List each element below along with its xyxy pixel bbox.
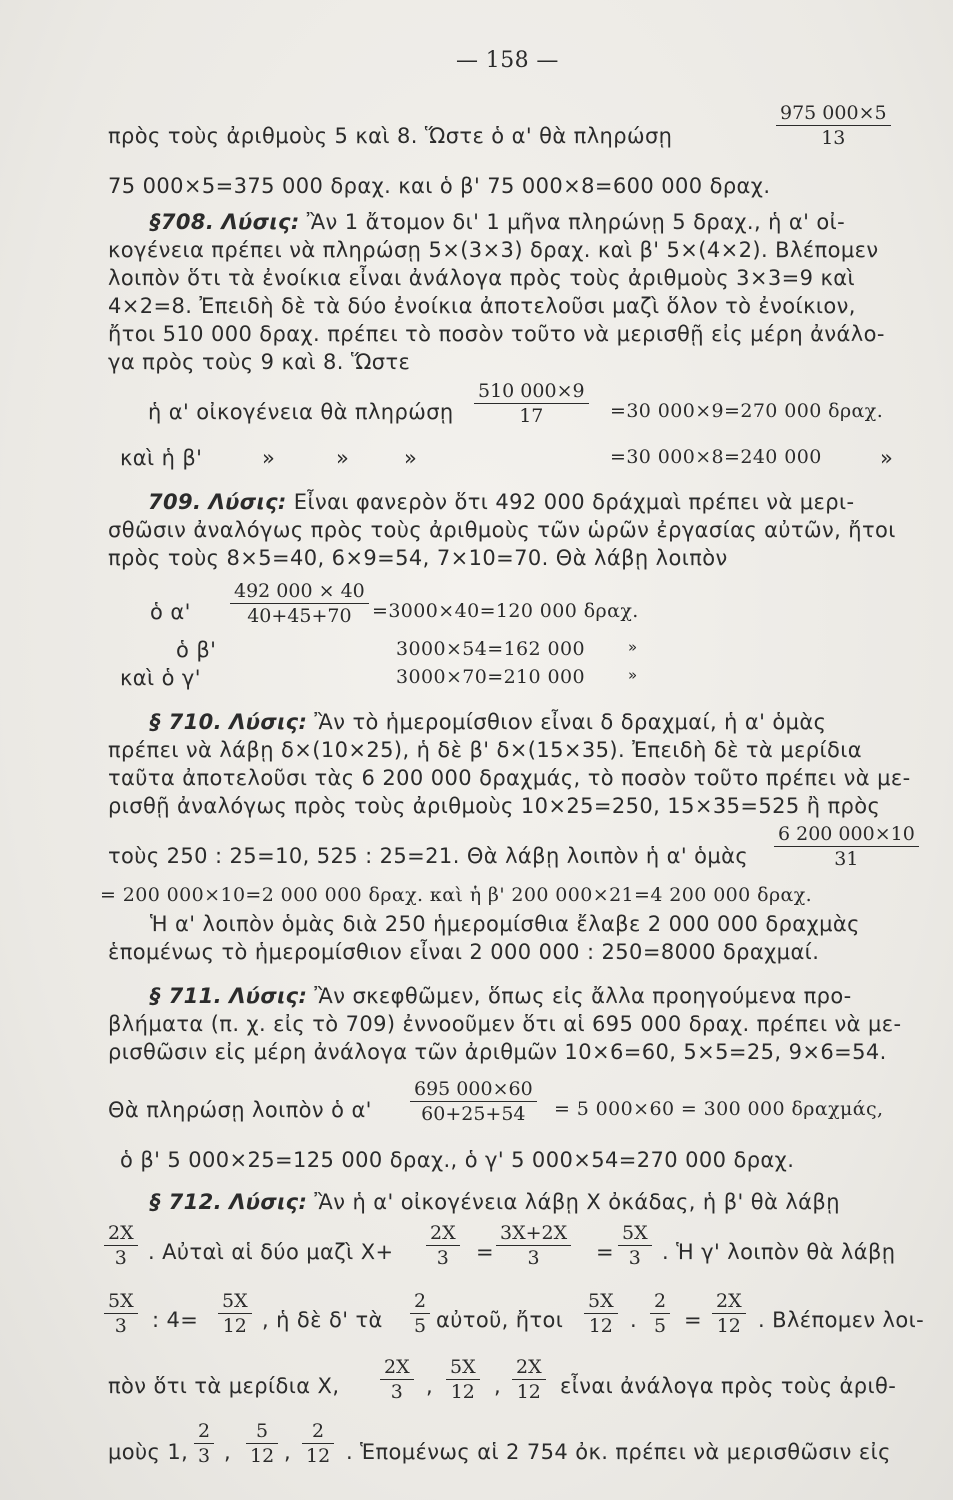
paragraph-text: Ἂν σκεφθῶμεν, ὅπως εἰς ἄλλα προηγούμενα προ- (314, 984, 852, 1008)
p711-a-fraction (410, 1078, 537, 1125)
fraction-denominator: 12 (306, 1445, 331, 1467)
p712-r2-fraction-5 (650, 1290, 670, 1337)
fraction-numerator: 2Χ (384, 1356, 410, 1378)
fraction-denominator: 12 (250, 1445, 275, 1467)
p712-r2-fraction-1 (104, 1290, 138, 1337)
section-number: § 712. (150, 1190, 223, 1214)
p712-r1-text-2: . Ἡ γ' λοιπὸν θὰ λάβῃ (662, 1240, 896, 1264)
p708-line-5: ἤτοι 510 000 δραχ. πρέπει τὸ ποσὸν τοῦτο νὰ μερισθῇ εἰς μέρη ἀνάλο- (108, 322, 885, 346)
p712-r2-text-4: . (630, 1308, 638, 1332)
p710-line-1 (150, 710, 826, 734)
fraction-denominator: 12 (222, 1315, 247, 1337)
comma: , (224, 1440, 232, 1464)
comma: , (494, 1374, 502, 1398)
comma: , (284, 1440, 292, 1464)
p712-r4-text-2: . Ἑπομένως αἱ 2 754 ὀκ. πρέπει νὰ μερισθῶσιν εἰς (346, 1440, 891, 1464)
p712-r4-fraction-1 (194, 1420, 214, 1467)
fraction-numerator: 6 200 000×10 (778, 823, 915, 845)
p710-line-4: ρισθῇ ἀναλόγως πρὸς τοὺς ἀριθμοὺς 10×25=250, 15×35=525 ἢ πρὸς (108, 794, 881, 818)
fraction-numerator: 5 (256, 1420, 269, 1442)
ditto-mark: » (336, 446, 350, 470)
section-number: 709. (148, 490, 202, 514)
p709-a-fraction (230, 580, 369, 627)
p708-a-result: =30 000×9=270 000 δραχ. (610, 400, 884, 422)
p710-line-2: πρέπει νὰ λάβῃ δ×(10×25), ἡ δὲ β' δ×(15×35). Ἐπειδὴ δὲ τὰ μερίδια (108, 738, 862, 762)
p708-line-1 (150, 210, 845, 234)
p709-a-label: ὁ α' (150, 600, 191, 624)
fraction-denominator: 12 (516, 1381, 541, 1403)
p708-a-fraction (474, 380, 589, 427)
p712-r2-text-3: αὐτοῦ, ἤτοι (436, 1308, 564, 1332)
p711-a-result: = 5 000×60 = 300 000 δραχμάς, (554, 1098, 884, 1120)
paragraph-text: Ἂν 1 ἄτομον δι' 1 μῆνα πληρώνῃ 5 δραχ., ἡ α' οἰ- (306, 210, 846, 234)
p712-r3-fraction-1 (380, 1356, 414, 1403)
fraction-numerator: 2Χ (430, 1222, 456, 1244)
p712-r2-text-2: , ἡ δὲ δ' τὰ (262, 1308, 383, 1332)
p710-line-5: τοὺς 250 : 25=10, 525 : 25=21. Θὰ λάβῃ λοιπὸν ἡ α' ὁμὰς (108, 844, 749, 868)
p711-line-1 (150, 984, 852, 1008)
fraction-denominator: 3 (198, 1445, 211, 1467)
paragraph-text: Ἂν τὸ ἡμερομίσθιον εἶναι δ δραχμαί, ἡ α' ὁμὰς (314, 710, 827, 734)
fraction-denominator: 5 (654, 1315, 667, 1337)
solution-heading: Λύσις: (229, 710, 308, 734)
fraction-numerator: 5Χ (622, 1222, 648, 1244)
fraction-numerator: 510 000×9 (478, 380, 585, 402)
p712-r1-fraction-4 (618, 1222, 652, 1269)
p709-b-label: ὁ β' (176, 638, 217, 662)
p712-r3-fraction-2 (446, 1356, 480, 1403)
p709-line-2: σθῶσιν ἀναλόγως πρὸς τοὺς ἀριθμοὺς τῶν ὡρῶν ἐργασίας αὐτῶν, ἤτοι (108, 518, 896, 542)
fraction-denominator: 40+45+70 (247, 605, 352, 627)
fraction-denominator: 12 (588, 1315, 613, 1337)
p712-r2-fraction-4 (584, 1290, 618, 1337)
fraction-denominator: 12 (716, 1315, 741, 1337)
section-number: § 710. (150, 710, 223, 734)
p709-line-3: πρὸς τοὺς 8×5=40, 6×9=54, 7×10=70. Θὰ λάβῃ λοιπὸν (108, 546, 728, 570)
p712-r1-fraction-2 (426, 1222, 460, 1269)
paragraph-text: Εἶναι φανερὸν ὅτι 492 000 δράχμαὶ πρέπει νὰ μερι- (293, 490, 855, 514)
fraction-denominator: 3 (390, 1381, 403, 1403)
ditto-mark: » (404, 446, 418, 470)
fraction-numerator: 3Χ+2Χ (500, 1222, 568, 1244)
p708-line-4: 4×2=8. Ἐπειδὴ δὲ τὰ δύο ἐνοίκια ἀποτελοῦσι μαζὶ ὅλον τὸ ἐνοίκιον, (108, 294, 856, 318)
p712-r3-fraction-3 (512, 1356, 546, 1403)
p709-line-1 (148, 490, 855, 514)
p710-line-7: Ἡ α' λοιπὸν ὁμὰς διὰ 250 ἡμερομίσθια ἔλαβε 2 000 000 δραχμὰς (150, 912, 860, 936)
fraction-denominator: 13 (821, 127, 846, 149)
fraction-denominator: 3 (436, 1247, 449, 1269)
p711-line-4: ὁ β' 5 000×25=125 000 δραχ., ὁ γ' 5 000×54=270 000 δραχ. (120, 1148, 795, 1172)
fraction-numerator: 492 000 × 40 (234, 580, 365, 602)
ditto-mark: » (628, 638, 638, 656)
p712-r3-text-1: πὸν ὅτι τὰ μερίδια Χ, (108, 1374, 340, 1398)
ditto-mark: » (262, 446, 276, 470)
fraction-numerator: 2Χ (716, 1290, 742, 1312)
p712-r2-fraction-2 (218, 1290, 252, 1337)
p708-line-2: κογένεια πρέπει νὰ πληρώσῃ 5×(3×3) δραχ. καὶ β' 5×(4×2). Βλέπομεν (108, 238, 879, 262)
fraction-numerator: 2 (414, 1290, 427, 1312)
p712-r2-fraction-6 (712, 1290, 746, 1337)
p712-r1-fraction-3 (496, 1222, 571, 1269)
fraction-numerator: 2 (198, 1420, 211, 1442)
p710-line-8: ἑπομένως τὸ ἡμερομίσθιον εἶναι 2 000 000 : 250=8000 δραχμαί. (108, 940, 820, 964)
fraction-numerator: 5Χ (588, 1290, 614, 1312)
equals-sign: = (684, 1308, 702, 1332)
p708-line-3: λοιπὸν ὅτι τὰ ἐνοίκια εἶναι ἀνάλογα πρὸς τοὺς ἀριθμοὺς 3×3=9 καὶ (108, 266, 856, 290)
solution-heading: Λύσις: (229, 1190, 308, 1214)
equals-sign: = (476, 1240, 494, 1264)
p712-r4-fraction-3 (302, 1420, 334, 1467)
comma: , (426, 1374, 434, 1398)
solution-heading: Λύσις: (221, 210, 300, 234)
p709-b-result: 3000×54=162 000 (396, 638, 585, 660)
p707-line-1: πρὸς τοὺς ἀριθμοὺς 5 καὶ 8. Ὥστε ὁ α' θὰ πληρώσῃ (108, 124, 673, 148)
page-number: — 158 — (456, 48, 559, 73)
fraction-denominator: 31 (834, 848, 859, 870)
p709-c-label: καὶ ὁ γ' (120, 666, 201, 690)
p709-c-result: 3000×70=210 000 (396, 666, 585, 688)
fraction-numerator: 2Χ (108, 1222, 134, 1244)
fraction-numerator: 2 (654, 1290, 667, 1312)
p712-r2-fraction-3 (410, 1290, 430, 1337)
p707-line-2: 75 000×5=375 000 δραχ. και ὁ β' 75 000×8=600 000 δραχ. (108, 174, 771, 198)
fraction-denominator: 3 (114, 1247, 127, 1269)
fraction-denominator: 12 (450, 1381, 475, 1403)
fraction-numerator: 975 000×5 (780, 102, 887, 124)
p712-r1-text-1: . Αὐταὶ αἱ δύο μαζὶ Χ+ (148, 1240, 394, 1264)
fraction-denominator: 3 (527, 1247, 540, 1269)
fraction-numerator: 2 (312, 1420, 325, 1442)
fraction-denominator: 5 (414, 1315, 427, 1337)
section-number: § 711. (150, 984, 223, 1008)
p712-r4-fraction-2 (246, 1420, 278, 1467)
fraction-denominator: 60+25+54 (421, 1103, 526, 1125)
p710-line-3: ταῦτα ἀποτελοῦσι τὰς 6 200 000 δραχμάς, τὸ ποσὸν τοῦτο πρέπει νὰ με- (108, 766, 911, 790)
fraction-numerator: 5Χ (222, 1290, 248, 1312)
fraction-numerator: 5Χ (108, 1290, 134, 1312)
paragraph-text: Ἂν ἡ α' οἰκογένεια λάβῃ Χ ὀκάδας, ἡ β' θὰ λάβῃ (314, 1190, 840, 1214)
solution-heading: Λύσις: (229, 984, 308, 1008)
p712-r4-text-1: μοὺς 1, (108, 1440, 189, 1464)
p710-line-6: = 200 000×10=2 000 000 δραχ. καὶ ἡ β' 200 000×21=4 200 000 δραχ. (100, 884, 813, 906)
fraction-numerator: 2Χ (516, 1356, 542, 1378)
fraction-denominator: 3 (114, 1315, 127, 1337)
equals-sign: = (596, 1240, 614, 1264)
p712-r2-text-1: : 4= (152, 1308, 199, 1332)
solution-heading: Λύσις: (208, 490, 287, 514)
fraction-numerator: 695 000×60 (414, 1078, 533, 1100)
p711-line-3: ρισθῶσιν εἰς μέρη ἀνάλογα τῶν ἀριθμῶν 10×6=60, 5×5=25, 9×6=54. (108, 1040, 887, 1064)
fraction-denominator: 3 (628, 1247, 641, 1269)
p711-line-2: βλήματα (π. χ. εἰς τὸ 709) ἐννοοῦμεν ὅτι αἱ 695 000 δραχ. πρέπει νὰ με- (108, 1012, 902, 1036)
ditto-mark: » (880, 446, 894, 470)
p708-b-result: =30 000×8=240 000 (610, 446, 822, 468)
p710-fraction (774, 823, 919, 870)
p708-line-6: γα πρὸς τοὺς 9 καὶ 8. Ὥστε (108, 350, 411, 374)
p712-r3-text-2: εἶναι ἀνάλογα πρὸς τοὺς ἀριθ- (560, 1374, 897, 1398)
p708-a-label: ἡ α' οἰκογένεια θὰ πληρώσῃ (148, 400, 454, 424)
p712-r2-text-5: . Βλέπομεν λοι- (758, 1308, 925, 1332)
p709-a-result: =3000×40=120 000 δραχ. (372, 600, 639, 622)
p711-a-label: Θὰ πληρώσῃ λοιπὸν ὁ α' (108, 1098, 372, 1122)
fraction-denominator: 17 (519, 405, 544, 427)
p712-r1-fraction-1 (104, 1222, 138, 1269)
section-number: §708. (150, 210, 215, 234)
p712-line-1 (150, 1190, 840, 1214)
ditto-mark: » (628, 666, 638, 684)
p707-fraction (776, 102, 891, 149)
fraction-numerator: 5Χ (450, 1356, 476, 1378)
p708-b-label: καὶ ἡ β' (120, 446, 203, 470)
